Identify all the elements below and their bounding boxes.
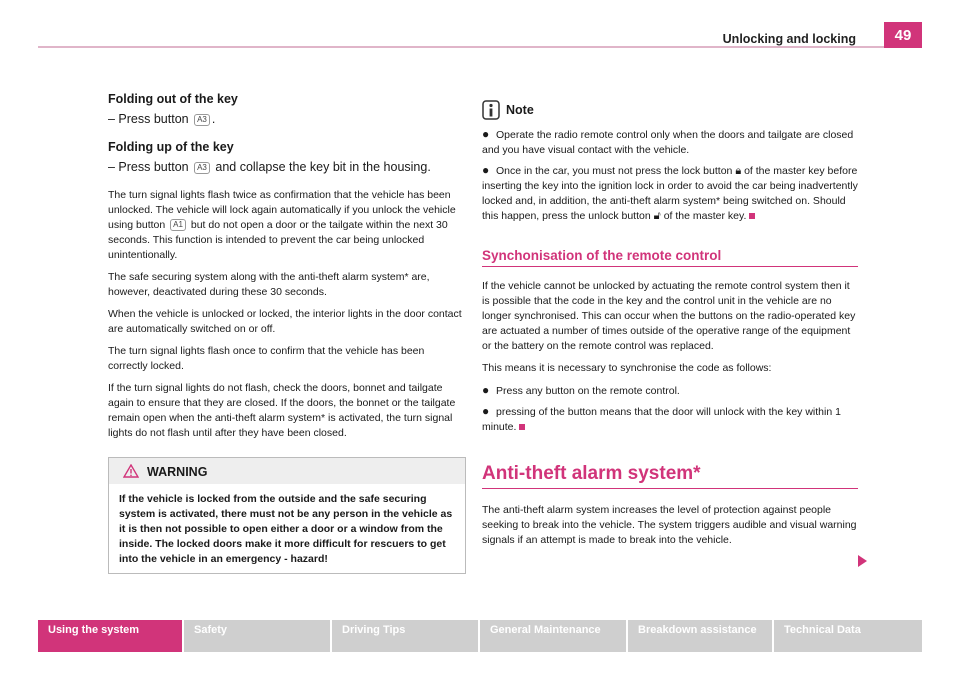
warning-triangle-icon [123,464,139,478]
section-end-marker [519,424,525,430]
bullet-dot-icon: ● [482,127,490,141]
callout-a1: A1 [170,219,186,231]
paragraph: This means it is necessary to synchronise the code as follows: [482,362,772,374]
list-item-text: Once in the car, you must not press the lock button [496,165,733,177]
note-info-icon [482,100,500,120]
warning-header [109,458,465,484]
tab-safety[interactable]: Safety [184,620,332,652]
bullet-dot-icon: ● [482,404,490,418]
warning-text: If the vehicle is locked from the outside and the safe securing system is activated, there must not be any person in the vehicle as it is then not possible to open either a door or a window from the inside. The locked doors make it more difficult for rescuers to get into the vehicle in an emergency - hazard! [119,493,453,565]
list-item-text: Press any button on the remote control. [496,385,680,397]
paragraph-text: The turn signal lights flash twice as confirmation that the vehicle has been unlocked. The vehicle will lock again automatically if you unlock the vehicle using button [108,189,456,231]
callout-a3: A3 [194,162,210,174]
unlock-icon: 🔓︎ [653,210,661,222]
next-page-arrow-icon [858,555,867,567]
page-title: Unlocking and locking [722,32,856,46]
list-item-text: pressing of the button means that the door will unlock with the key within 1 minute. [482,406,841,433]
section-title-anti-theft-alarm: Anti-theft alarm system* [482,463,858,489]
list-item [482,163,858,224]
paragraph: The turn signal lights flash once to confirm that the vehicle has been correctly locked. [108,345,425,372]
paragraph: When the vehicle is unlocked or locked, the interior lights in the door contact are automatically switched on or off. [108,308,462,335]
paragraph: The anti-theft alarm system increases the level of protection against people seeking to break into the vehicle. The system triggers audible and visual warning signals if an attempt is made to break into the vehicle. [482,504,857,546]
header-rule [38,46,922,48]
note-header [482,100,858,120]
bullet-dot-icon: ● [482,163,490,177]
tab-using-the-system[interactable]: Using the system [38,620,184,652]
section-title-synchronisation: Synchonisation of the remote control [482,248,858,267]
lock-icon: 🔒︎ [735,165,742,177]
warning-box [108,457,466,574]
tab-technical-data[interactable]: Technical Data [774,620,922,652]
paragraph [108,188,466,263]
warning-title: WARNING [147,465,208,479]
note-title: Note [506,103,534,117]
fold-out-step-text: – Press button [108,112,189,126]
list-item [482,404,858,435]
list-item-text: Operate the radio remote control only when the doors and tailgate are closed and you have visual contact with the vehicle. [482,129,854,156]
fold-up-step-text: – Press button [108,160,189,174]
fold-out-step-end: . [211,112,216,126]
tab-general-maintenance[interactable]: General Maintenance [480,620,628,652]
fold-out-step [108,112,466,126]
callout-a3: A3 [194,114,210,126]
tab-driving-tips[interactable]: Driving Tips [332,620,480,652]
bullet-dot-icon: ● [482,383,490,397]
paragraph: The safe securing system along with the anti-theft alarm system* are, however, deactivated during these 30 seconds. [108,271,430,298]
footer-tab-bar [38,620,922,652]
list-item [482,127,858,158]
fold-out-heading: Folding out of the key [108,92,238,106]
page-number: 49 [884,22,922,48]
fold-up-step-end: and collapse the key bit in the housing. [215,160,431,174]
list-item [482,383,858,399]
tab-breakdown-assistance[interactable]: Breakdown assistance [628,620,774,652]
right-column [482,96,858,555]
fold-up-heading: Folding up of the key [108,140,234,154]
paragraph-text: but do not open a door or the tailgate within the next 30 seconds. This function is intended to prevent the car being unlocked unintentionally. [108,219,448,261]
list-item-text: of the master key before inserting the key into the ignition lock in order to avoid the car being inadvertently locked and, in addition, the anti-theft alarm system* being switched on. Should this happen, press the unlock button [482,165,858,222]
paragraph: If the vehicle cannot be unlocked by actuating the remote control system then it is possible that the code in the key and the control unit in the vehicle are no longer synchronised. This can occur when the buttons on the radio-operated key are actuated a number of times outside of the operative range of the equipment or the battery on the remote control was replaced. [482,280,856,352]
fold-up-step [108,160,466,174]
section-end-marker [749,213,755,219]
left-column [108,92,466,574]
paragraph: If the turn signal lights do not flash, check the doors, bonnet and tailgate again to ensure that they are closed. If the doors, the bonnet or the tailgate remain open when the anti-theft alarm system* is activated, the turn signal lights do not flash until after they have been closed. [108,382,456,439]
list-item-text: of the master key. [663,210,747,222]
